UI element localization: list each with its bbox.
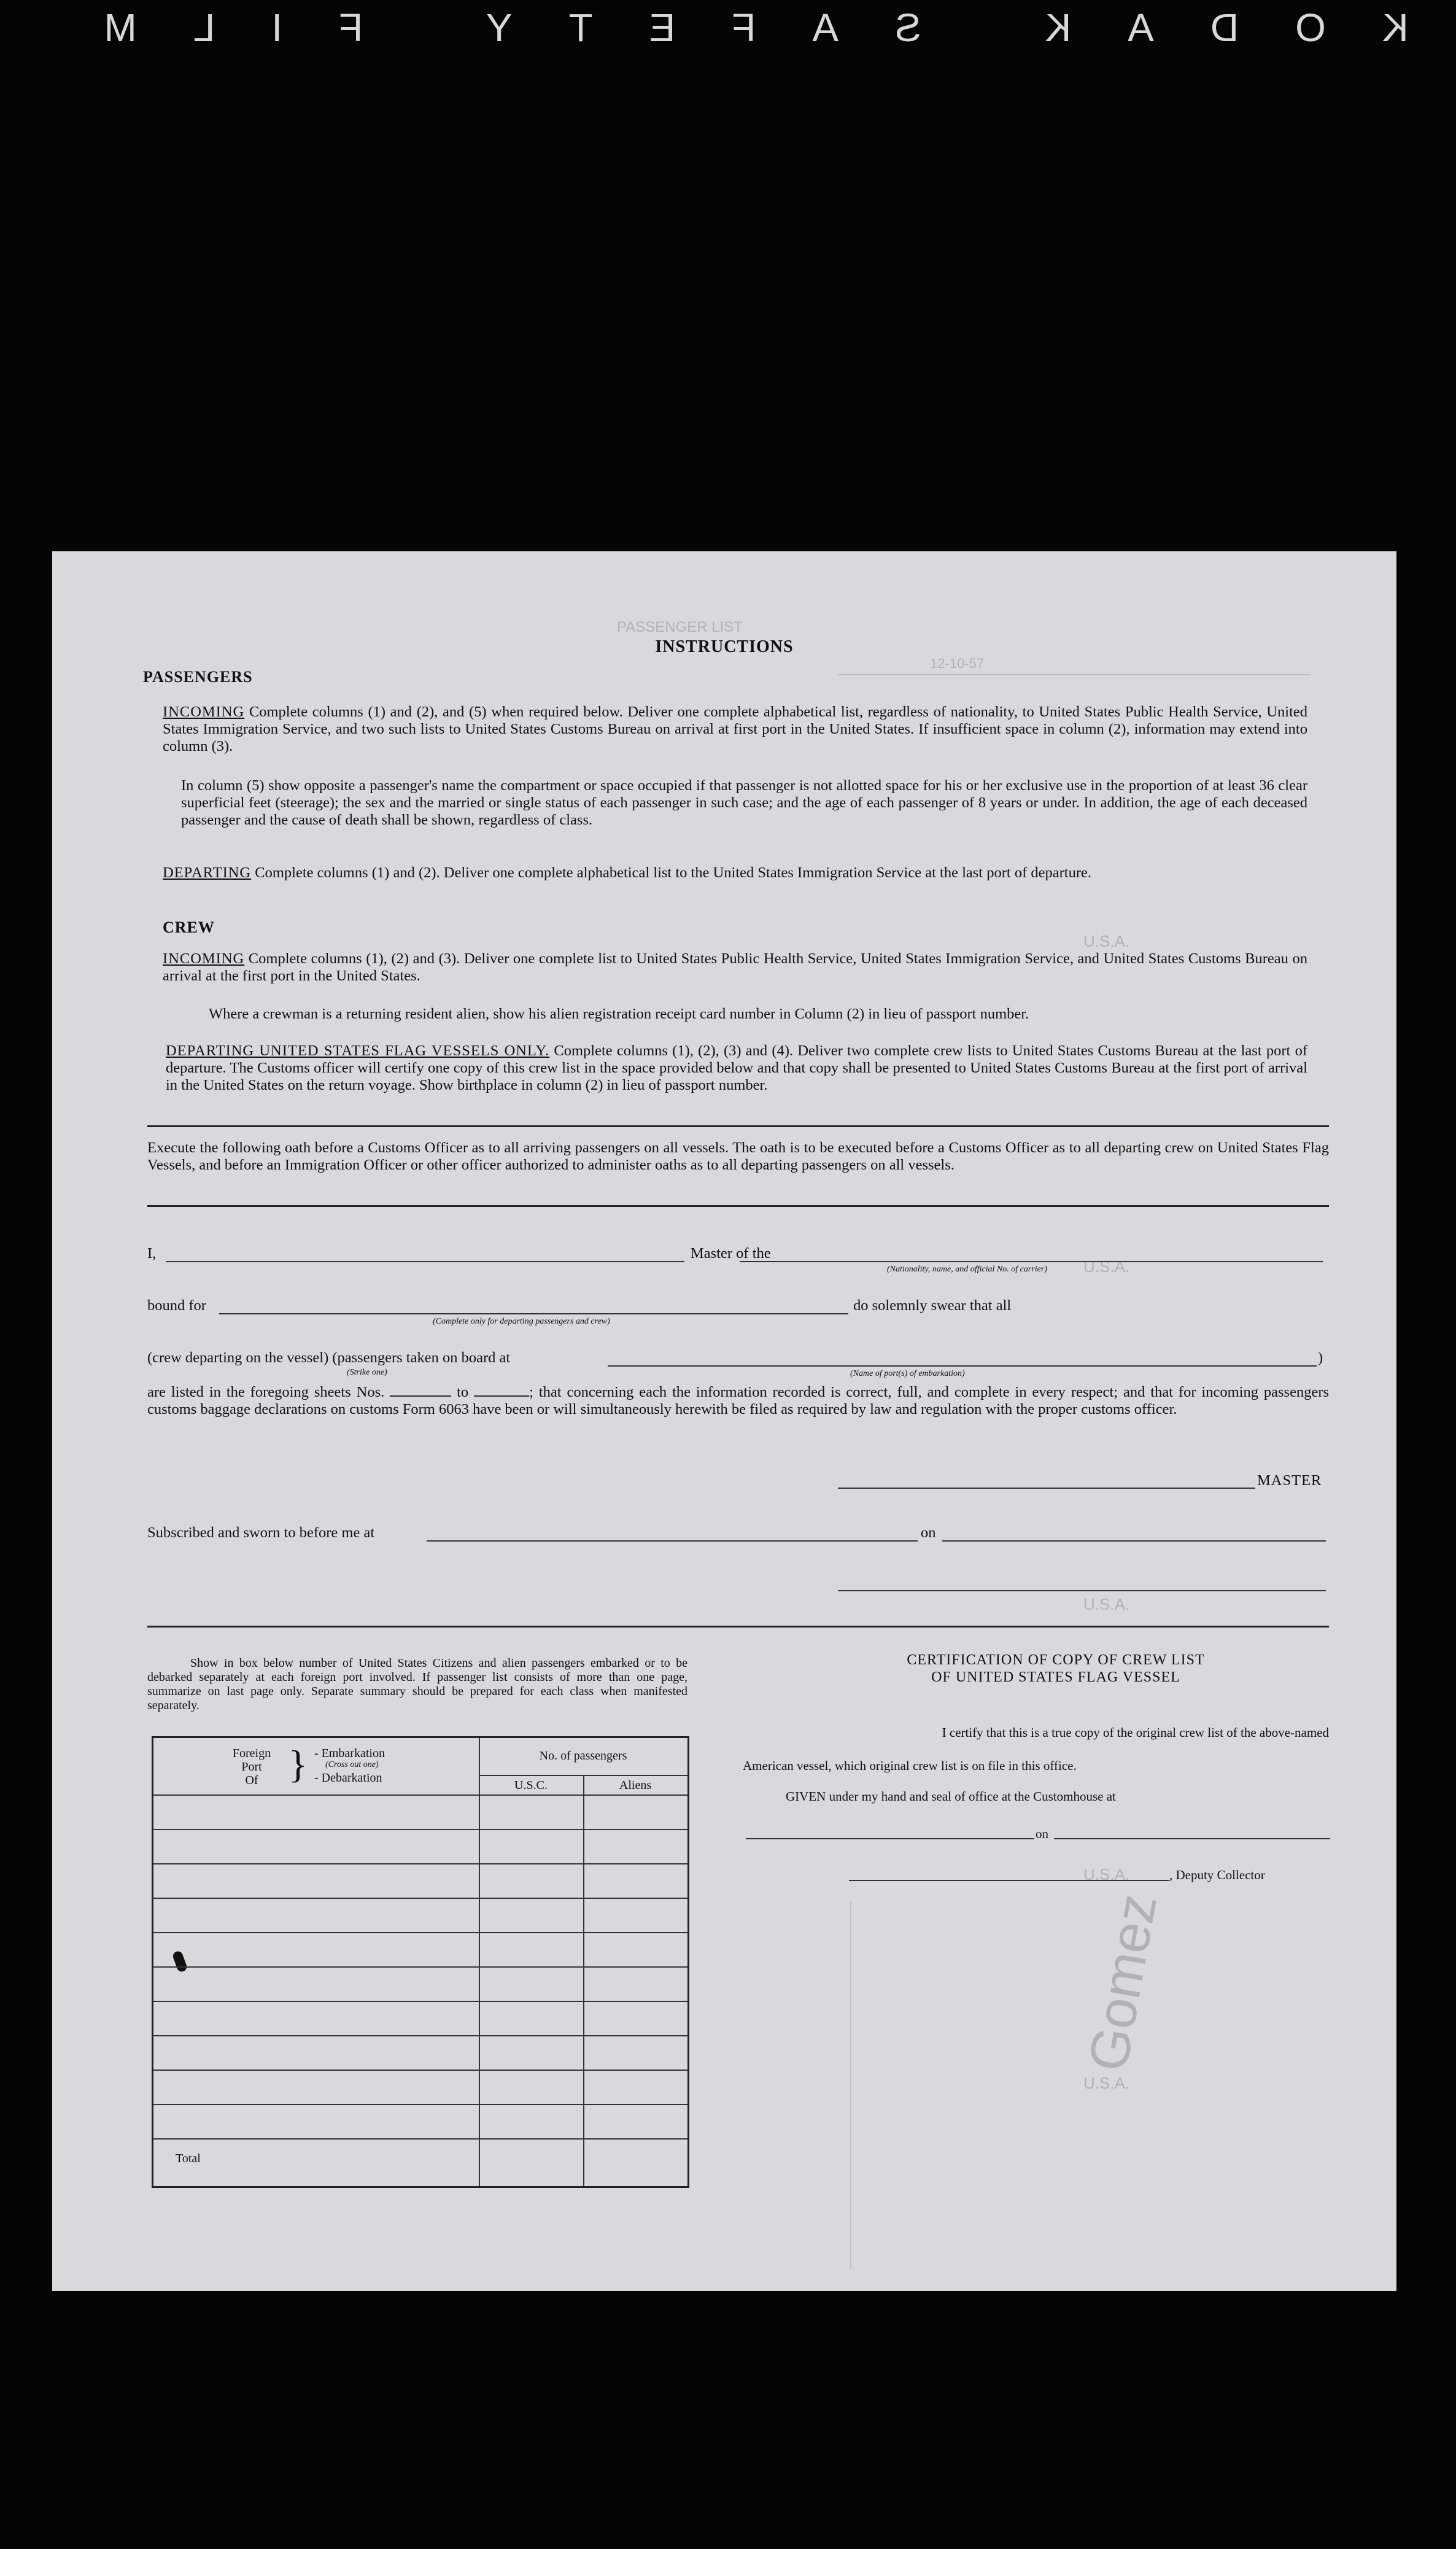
cross-out-caption: (Cross out one)	[325, 1760, 379, 1769]
deputy-collector-label: , Deputy Collector	[1169, 1868, 1265, 1882]
oath-intro: Execute the following oath before a Customs Officer as to all arriving passengers on all vessels. The oath is to be executed before a Customs Officer as to all departing crew on United States Flag Vessels, and before an Immigration Officer or other officer authorized to administer oaths as to all departing passengers on all vessels.	[147, 1139, 1329, 1173]
sheet-to-field[interactable]	[474, 1395, 529, 1397]
certify-on-label: on	[1036, 1826, 1048, 1841]
no-of-passengers-header: No. of passengers	[539, 1749, 627, 1763]
aliens-header: Aliens	[619, 1779, 652, 1792]
oath-i-label: I,	[147, 1245, 157, 1262]
brace-icon: }	[288, 1742, 308, 1786]
master-label: MASTER	[1257, 1472, 1322, 1489]
subscribed-label: Subscribed and sworn to before me at	[147, 1524, 375, 1541]
sheet-from-field[interactable]	[390, 1395, 451, 1397]
deputy-signature-field[interactable]	[849, 1880, 1169, 1881]
foreign-port-of-label: Foreign Port Of	[232, 1747, 271, 1787]
passengers-heading: PASSENGERS	[143, 668, 253, 686]
certify-line-1: I certify that this is a true copy of the original crew list of the above-named	[942, 1725, 1329, 1740]
passengers-incoming-text: Complete columns (1) and (2), and (5) when required below. Deliver one complete alphabetical list, regardless of nationality, to United States Public Health Service, United States Immigration Service, and two such lists to United States Customs Bureau on arrival at first port in the United States. If insufficient space in column (2), information may extend into column (3).	[163, 704, 1307, 755]
crew-incoming-label: INCOMING	[163, 950, 245, 967]
master-of-label: Master of the	[691, 1245, 771, 1262]
summary-note: Show in box below number of United States Citizens and alien passengers embarked or to be debarked separately at each foreign port involved. If passenger list consists of more than one page, summarize on last page only. Separate summary should be prepared for each class when manifested separately.	[147, 1656, 687, 1712]
master-signature-field[interactable]	[838, 1488, 1255, 1489]
customhouse-field[interactable]	[746, 1838, 1034, 1839]
divider	[147, 1205, 1329, 1207]
passengers-incoming-label: INCOMING	[163, 704, 245, 720]
embarkation-port-field[interactable]	[608, 1365, 1317, 1367]
passengers-departing-label: DEPARTING	[163, 864, 252, 881]
listed-text-1: are listed in the foregoing sheets Nos.	[147, 1384, 385, 1400]
crew-incoming-text: Complete columns (1), (2) and (3). Deliver one complete list to United States Public Health Service, United States Immigration Service, and United States Customs Bureau on arrival at the first port in the United States.	[163, 950, 1307, 984]
close-paren: )	[1318, 1349, 1323, 1366]
master-name-field[interactable]	[166, 1261, 684, 1262]
passengers-departing-text: Complete columns (1) and (2). Deliver one complete alphabetical list to the United States Immigration Service at the last port of departure.	[255, 864, 1091, 881]
embarkation-port-caption: (Name of port(s) of embarkation)	[850, 1369, 965, 1378]
sworn-date-field[interactable]	[942, 1540, 1326, 1542]
embarkation-option[interactable]: - Embarkation	[314, 1747, 385, 1760]
crew-departing-text: Complete columns (1), (2), (3) and (4). Deliver two complete crew lists to United States Customs Bureau at the last port of departure. The Customs officer will certify one copy of this crew list in the space provided below and that copy shall be presented to United States Customs Bureau at the first port of arrival in the United States on the return voyage. Show birthplace in column (2) in lieu of passport number.	[166, 1042, 1307, 1093]
listed-paragraph	[147, 1384, 1329, 1418]
crew-passengers-label: (crew departing on the vessel) (passengers taken on board at	[147, 1349, 511, 1366]
passenger-summary-table	[152, 1736, 689, 2188]
debarkation-option[interactable]: - Debarkation	[314, 1771, 382, 1785]
listed-to: to	[457, 1384, 469, 1400]
given-text: GIVEN under my hand and seal of office at the Customhouse at	[786, 1789, 1116, 1804]
strike-one-caption: (Strike one)	[347, 1368, 387, 1377]
carrier-field[interactable]	[740, 1261, 1323, 1262]
form-page: PASSENGER LIST 12-10-57 U.S.A. U.S.A. U.S.A. U.S.A. U.S.A. Gomez INSTRUCTIONS PASSENGERS INCOMING Complete columns (1) and (2), and (5) when required below. Deliver one complete alphabetical list, regardless of nationality, to United States Public Health Service, United States Immigration Service, and two such lists to United States Customs Bureau on arrival at first port in the United States. If insufficient space in column (2), information may extend into column (3). In column (5) show opposite a passenger's name the compartment or space occupied if that passenger is not allotted space for his or her exclusive use in the proportion of at least 36 clear superficial feet (steerage); the sex and the married or single status of each passenger in such case; and the age of each passenger of 8 years or under. In addition, the age of each deceased passenger and the cause of death shall be shown, regardless of class. DEPARTING Complete columns (1) and (2). Deliver one complete alphabetical list to the United States Immigration Service at the last port of departure. CREW INCOMING Complete columns (1), (2) and (3). Deliver one complete list to United States Public Health Service, United States Immigration Service, and United States Customs Bureau on arrival at the first port in the United States. Where a crewman is a returning resident alien, show his alien registration receipt card number in Column (2) in lieu of passport number. DEPARTING UNITED STATES FLAG VESSELS ONLY. Complete columns (1), (2), (3) and (4). Deliver two complete crew lists to United States Customs Bureau at the last port of departure. The Customs officer will certify one copy of this crew list in the space provided below and that copy shall be presented to United States Customs Bureau at the first port of arrival in the United States on the return voyage. Show birthplace in column (2) in lieu of passport number. Execute the following oath before a Customs Officer as to all arriving passengers on all vessels. The oath is to be executed before a Customs Officer as to all departing crew on United States Flag Vessels, and before an Immigration Officer or other officer authorized to administer oaths as to all departing passengers on all vessels. I, Master of the (Nationality, name, and official No. of carrier) bound for (Complete only for departing passengers and crew) do solemnly swear that all (crew departing on the vessel) (passengers taken on board at (Strike one) (Name of port(s) of embarkation) ) are listed in the foregoing sheets Nos. to ; that concerning each the information recorded is correct, full, and complete in every respect; and that for incoming passengers customs baggage declarations on customs Form 6063 have been or will simultaneously herewith be filed as required by law and regulation with the proper customs officer. MASTER Subscribed and sworn to before me at on Show in box below number of United States Citizens and alien passengers embarked or to be debarked separately at each foreign port involved. If passenger list consists of more than one page, summarize on last page only. Separate summary should be prepared for each class when manifested separately. Foreign Port Of } - Embarkation (Cross out one) - Debarkation No. of passengers U.S.C. Aliens Total CERTIFICATION OF COPY OF CREW LIST OF UNITED STATES FLAG VESSEL I certify that this is a true copy of the original crew list of the above-named American vessel, which original crew list is on file in this office. GIVEN under my hand and seal of office at the Customhouse at on , Deputy Collector	[52, 551, 1396, 2291]
film-edge-banner: KODAK SAFETY FILM	[47, 6, 1409, 50]
passengers-incoming-paragraph	[163, 704, 1307, 755]
certify-date-field[interactable]	[1054, 1838, 1330, 1839]
crew-departing-paragraph	[166, 1042, 1307, 1094]
divider	[147, 1125, 1329, 1127]
divider	[147, 1626, 1329, 1628]
sworn-place-field[interactable]	[427, 1540, 918, 1542]
swear-text: do solemnly swear that all	[853, 1297, 1012, 1314]
crew-resident-paragraph: Where a crewman is a returning resident alien, show his alien registration receipt card number in Column (2) in lieu of passport number.	[209, 1006, 1029, 1022]
crew-incoming-paragraph	[163, 950, 1307, 985]
passengers-departing-paragraph	[163, 864, 1307, 882]
listed-text-2: ; that concerning each the information recorded is correct, full, and complete in every respect; and that for incoming passengers customs baggage declarations on customs Form 6063 have been or will simultaneously herewith be filed as required by law and regulation with the proper customs officer.	[147, 1384, 1330, 1418]
officer-signature-field[interactable]	[838, 1590, 1326, 1591]
bound-for-field[interactable]	[219, 1313, 848, 1314]
certify-line-2: American vessel, which original crew list is on file in this office.	[743, 1758, 1077, 1773]
usc-header: U.S.C.	[514, 1779, 548, 1792]
instructions-title: INSTRUCTIONS	[655, 637, 794, 656]
total-label: Total	[176, 2152, 201, 2165]
sworn-on-label: on	[921, 1524, 936, 1541]
crew-departing-label: DEPARTING UNITED STATES FLAG VESSELS ONLY.	[166, 1042, 550, 1059]
certification-title: CERTIFICATION OF COPY OF CREW LIST OF UNITED STATES FLAG VESSEL	[907, 1652, 1205, 1685]
carrier-caption: (Nationality, name, and official No. of carrier)	[887, 1265, 1047, 1274]
bound-for-caption: (Complete only for departing passengers and crew)	[433, 1317, 610, 1326]
crew-heading: CREW	[163, 918, 215, 936]
passengers-column5-paragraph: In column (5) show opposite a passenger's name the compartment or space occupied if that passenger is not allotted space for his or her exclusive use in the proportion of at least 36 clear superficial feet (steerage); the sex and the married or single status of each passenger in such case; and the age of each passenger of 8 years or under. In addition, the age of each deceased passenger and the cause of death shall be shown, regardless of class.	[181, 777, 1307, 828]
bound-for-label: bound for	[147, 1297, 206, 1314]
